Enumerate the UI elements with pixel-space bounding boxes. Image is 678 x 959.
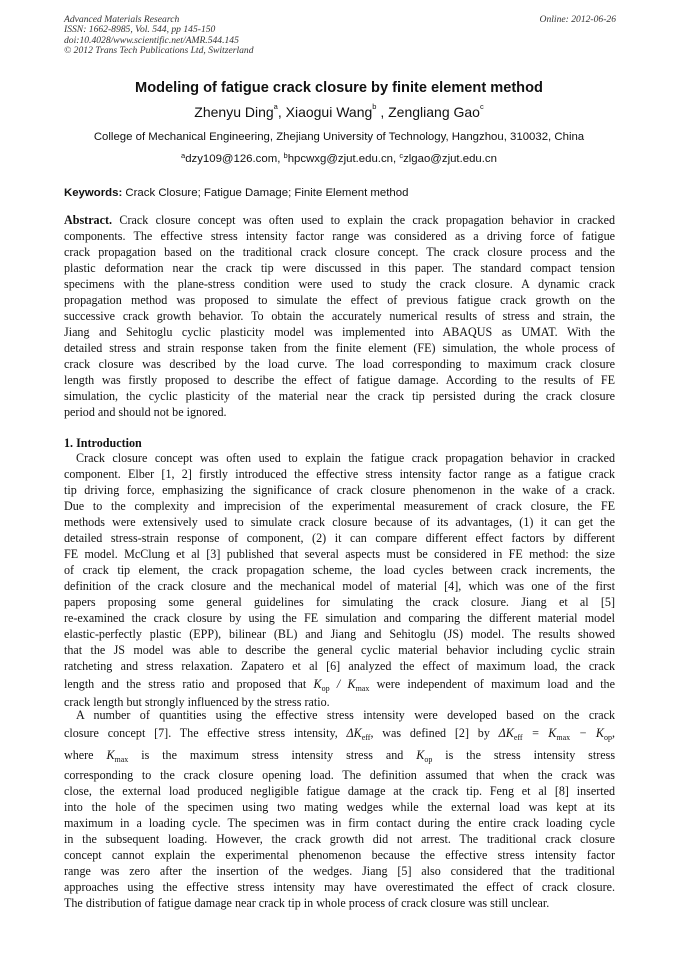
abstract-line: components. The effective stress intensity factor range was considered as a driving force of fatigue xyxy=(64,229,615,243)
abstract-line: length was firstly proposed to describe the effect of fatigue damage. According to the results of FE xyxy=(64,373,615,387)
abstract-line: plastic deformation near the crack tip were discussed in this paper. The standard compact tension xyxy=(64,261,615,275)
intro-line: component. Elber [1, 2] firstly introduced the effective stress intensity factor range as a fatigue crack xyxy=(64,467,615,481)
email-address: zlgao@zjut.edu.cn xyxy=(403,153,497,165)
intro-line: maximum in a loading cycle. The specimen was in firm contact during the entire crack loading cycle xyxy=(64,816,615,830)
online-date: Online: 2012-06-26 xyxy=(539,14,616,25)
doi-line: doi:10.4028/www.scientific.net/AMR.544.145 xyxy=(64,34,239,46)
intro-line: FE model. McClung et al [3] published that several aspects must be considered in FE method: the size xyxy=(64,547,615,561)
delta-k-eff-symbol: $\Delta K_{eff}$ xyxy=(346,726,371,742)
abstract-line: Abstract. Crack closure concept was often used to explain the crack propagation behavior in cracked xyxy=(64,213,615,227)
abstract-line: simulation, the cyclic plasticity of the material near the crack tip persisted during the crack closure xyxy=(64,389,615,403)
intro-line: Due to the complexity and imprecision of the experimental measurement of crack closure, the FE xyxy=(64,499,615,513)
intro-line: that the JS model was able to describe the general cyclic material behavior including cyclic strain xyxy=(64,643,615,657)
abstract-line: Jiang and Sehitoglu cyclic plasticity model was implemented into ABAQUS as UMAT. With the xyxy=(64,325,615,339)
author-list: Zhenyu Ding$^a$, Xiaogui Wang$^b$ , Zengliang Gao$^c$ xyxy=(194,102,484,120)
intro-line: tip driving force, emphasizing the significance of crack closure phenomenon in the wake of a crack. xyxy=(64,483,615,497)
keywords-label: Keywords: xyxy=(64,187,123,199)
intro-line: range was zero after the insertion of the wedges. Jiang [5] also considered that the traditional xyxy=(64,864,615,878)
keywords xyxy=(64,187,408,199)
email-list: $^a$dzy109@126.com, $^b$hpcwxg@zjut.edu.cn, $^c$zlgao@zjut.edu.cn xyxy=(181,151,497,165)
intro-paragraph-1 xyxy=(64,450,615,710)
delta-k-eff-equation: $\Delta K_{eff} = K_{max} - K_{op}$ xyxy=(498,726,612,742)
abstract-line: detailed stress and strain response taken from the finite element (FE) simulation, the whole process of xyxy=(64,341,615,355)
k-op-symbol: $K_{op}$ xyxy=(416,748,433,764)
intro-line: re-examined the crack closure by using the FE simulation and comparing the different material model xyxy=(64,611,615,625)
email-address: hpcwxg@zjut.edu.cn xyxy=(287,153,393,165)
intro-line: definition of the crack closure and the mechanical model of material [4], which was one of the first xyxy=(64,579,615,593)
abstract xyxy=(64,212,615,420)
intro-line: of crack tip element, the crack propagation scheme, the load cycles between crack increments, the xyxy=(64,563,615,577)
intro-line: in the subsequent loading. However, the crack growth did not arrest. The traditional crack closure xyxy=(64,832,615,846)
email-mark: a xyxy=(181,151,186,160)
abstract-line: period and should not be ignored. xyxy=(64,405,227,419)
intro-line: close, the external load produced negligible fatigue damage at the crack tip. Feng et al [8] inserted xyxy=(64,784,615,798)
intro-paragraph-2 xyxy=(64,707,615,911)
author-name: Zengliang Gao xyxy=(388,104,480,120)
email-mark: b xyxy=(283,151,288,160)
journal-header xyxy=(64,15,254,57)
intro-line: approaches using the effective stress intensity may have overestimated the effect of crack closure. xyxy=(64,880,615,894)
k-op-symbol: $K_{op} / K_{max}$ xyxy=(313,677,370,693)
email-mark: c xyxy=(399,151,404,160)
abstract-line: propagation method was proposed to simulate the effect of previous fatigue crack growth on the xyxy=(64,293,615,307)
paper-title: Modeling of fatigue crack closure by finite element method xyxy=(135,80,543,96)
k-max-symbol: $K_{max}$ xyxy=(106,748,129,764)
abstract-line: specimens with the plane-stress condition were used to study the crack closure. A dynamic crack xyxy=(64,277,615,291)
abstract-line: crack closure was described by the load curve. The load corresponding to maximum crack closure xyxy=(64,357,615,371)
intro-line: into the hole of the specimen using two mating wedges while the external load was kept at its xyxy=(64,800,615,814)
intro-line: methods were extensively used to simulate crack closure because of its advantages, (1) it can get the xyxy=(64,515,615,529)
author-mark: a xyxy=(273,102,278,111)
intro-line: concept cannot explain the experimental phenomenon because the effective stress intensity factor xyxy=(64,848,615,862)
intro-line: corresponding to the crack closure opening load. The definition assumed that when the crack was xyxy=(64,768,615,782)
intro-line: Crack closure concept was often used to explain the fatigue crack propagation behavior in cracked xyxy=(76,451,615,465)
intro-line: papers proposing some general guidelines for simulating the crack closure. Jiang et al [5] xyxy=(64,595,615,609)
author-name: Zhenyu Ding xyxy=(194,104,274,120)
abstract-label: Abstract. xyxy=(64,213,113,227)
intro-line: ratcheting and stress relaxation. Zapatero et al [6] analyzed the effect of maximum load, the crack xyxy=(64,659,615,673)
journal-name: Advanced Materials Research xyxy=(64,14,180,25)
email-address: dzy109@126.com xyxy=(185,153,278,165)
author-mark: c xyxy=(479,102,484,111)
intro-math-line: where $K_{max}$ is the maximum stress intensity stress and $K_{op}$ is the stress intensity stress xyxy=(64,748,615,764)
intro-line: crack length but strongly influenced by the stress ratio. xyxy=(64,695,330,709)
abstract-line: crack propagation based on the traditional crack closure concept. The crack closure process and the xyxy=(64,245,615,259)
intro-line: A number of quantities using the effective stress intensity were developed based on the crack xyxy=(76,708,615,722)
copyright-line: © 2012 Trans Tech Publications Ltd, Switzerland xyxy=(64,45,254,57)
issn-line: ISSN: 1662-8985, Vol. 544, pp 145-150 xyxy=(64,24,216,36)
intro-line: elastic-perfectly plastic (EPP), bilinear (BL) and Jiang and Sehitoglu (JS) model. The results showed xyxy=(64,627,615,641)
author-name: Xiaogui Wang xyxy=(285,104,373,120)
abstract-line: successive crack growth behavior. To obtain the accurately numerical results of stress and strain, the xyxy=(64,309,615,323)
section-heading-introduction: 1. Introduction xyxy=(64,436,142,450)
author-mark: b xyxy=(372,102,377,111)
intro-line: detailed stress-strain response of component, (2) it can compare different effect factors by different xyxy=(64,531,615,545)
affiliation: College of Mechanical Engineering, Zhejiang University of Technology, Hangzhou, 310032, China xyxy=(93,131,585,143)
keywords-text: Crack Closure; Fatigue Damage; Finite Element method xyxy=(125,187,409,199)
intro-math-line: length and the stress ratio and proposed that $K_{op} / K_{max}$ were independent of maximum load and the xyxy=(64,677,615,693)
intro-math-line: closure concept [7]. The effective stress intensity, $\Delta K_{eff}$, was defined [2] by $\Delta K_{eff} = K_{max} - K_{op}$, xyxy=(64,726,615,742)
intro-line: The distribution of fatigue damage near crack tip in whole process of crack closure was still unclear. xyxy=(64,896,550,910)
